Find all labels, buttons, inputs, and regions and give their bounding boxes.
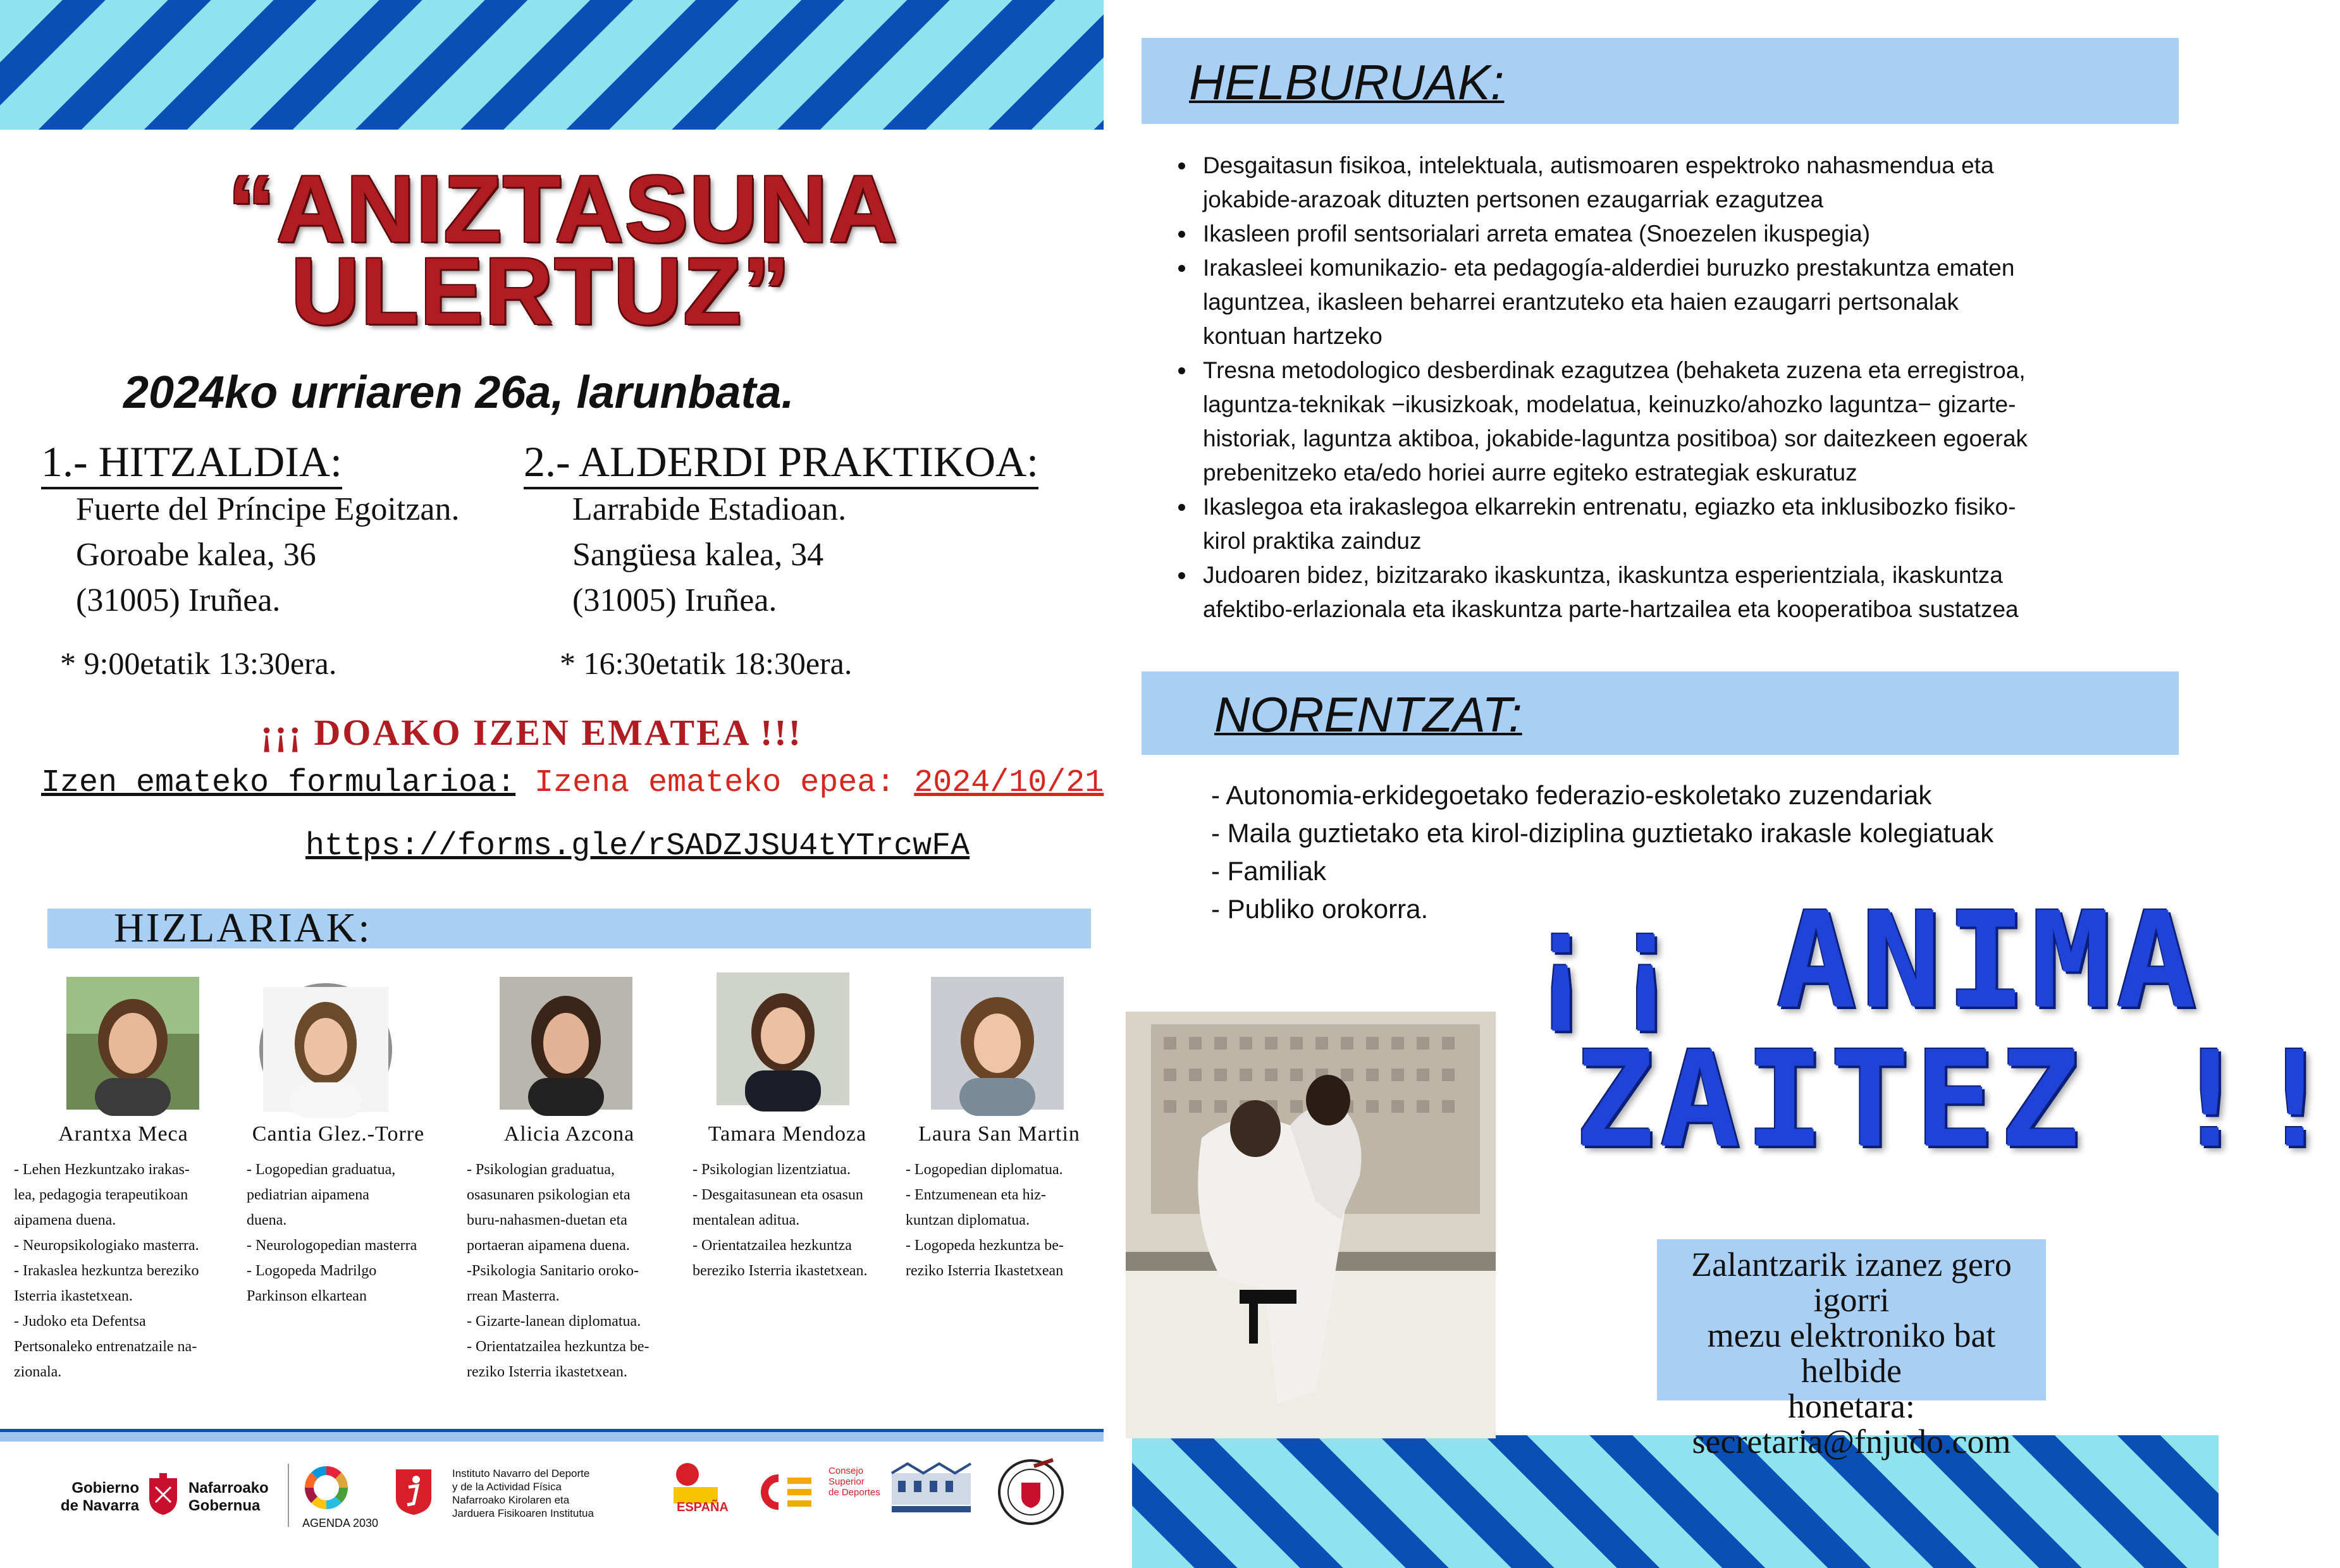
objective-item <box>1197 149 2234 217</box>
objective-line: • Judoaren bidez, bizitzarako ikaskuntza, ikaskuntza esperientziala, ikaskuntza <box>1203 562 2003 588</box>
speaker-photo-laura <box>931 977 1064 1110</box>
speaker-photo-alicia <box>500 977 632 1110</box>
speaker-name: Tamara Mendoza <box>708 1122 867 1146</box>
objective-line: afektibo-erlazionala eta ikaskuntza parte-hartzailea eta kooperatiboa sustatzea <box>1203 596 2019 622</box>
objective-item <box>1197 217 2234 251</box>
address-line: Goroabe kalea, 36 <box>76 537 316 573</box>
csd-logo-text: Consejo Superior de Deportes <box>828 1466 880 1498</box>
speaker-desc-line: Isterria ikastetxean. <box>14 1288 133 1304</box>
speaker-desc-line: portaeran aipamena duena. <box>467 1237 630 1254</box>
speaker-desc-line: kuntzan diplomatua. <box>906 1212 1030 1228</box>
section1-time: * 9:00etatik 13:30era. <box>60 646 337 681</box>
speaker-desc-line: - Judoko eta Defentsa <box>14 1313 146 1330</box>
speaker-photo-cantia <box>259 983 392 1116</box>
speaker-desc-line: duena. <box>247 1212 287 1228</box>
section2-address <box>572 487 846 623</box>
speaker-desc-line: reziko Isterria ikastetxean. <box>467 1364 627 1380</box>
indnf-logo-text: Instituto Navarro del Deporte y de la Actividad Física Nafarroako Kirolaren eta Jarduera Fisikoaren Institutua <box>452 1467 594 1519</box>
speaker-name: Arantxa Meca <box>58 1122 188 1146</box>
speaker-desc-line: - Psikologian lizentziatua. <box>693 1161 851 1178</box>
objective-line: kirol praktika zainduz <box>1203 528 1422 554</box>
registration-form-line <box>41 765 1104 801</box>
speaker-desc-line: - Logopedian graduatua, <box>247 1161 396 1178</box>
objective-line: laguntza-teknikak −ikusizkoak, modelatua, keinuzko/ahozko laguntza− gizarte- <box>1203 391 2016 417</box>
registration-url-link[interactable]: https://forms.gle/rSADZJSU4tYTrcwFA <box>305 828 970 864</box>
event-date: 2024ko urriaren 26a, larunbata. <box>123 367 794 418</box>
federation-building-logo-icon <box>889 1461 974 1521</box>
address-line: (31005) Iruñea. <box>572 582 777 618</box>
speaker-desc-line: - Orientatzailea hezkuntza <box>693 1237 852 1254</box>
agenda-2030-icon <box>302 1464 350 1515</box>
speaker-desc-line: mentalean aditua. <box>693 1212 800 1228</box>
speaker-desc-line: aipamena duena. <box>14 1212 116 1228</box>
objective-line: jokabide-arazoak dituzten pertsonen ezaugarriak ezagutzea <box>1203 187 1824 212</box>
agenda-2030-label: AGENDA 2030 <box>302 1517 379 1529</box>
form-label: Izen emateko formularioa: <box>41 765 516 801</box>
speaker-desc-line: - Psikologian graduatua, <box>467 1161 615 1178</box>
left-bottom-divider <box>0 1432 1104 1442</box>
speaker-desc-line: - Entzumenean eta hiz- <box>906 1187 1046 1203</box>
navarra-logo-text-eu: Nafarroako Gobernua <box>188 1479 269 1514</box>
deadline-date: 2024/10/21 <box>914 765 1104 801</box>
cta-line1: ¡¡ ANIMA <box>1521 883 2201 1038</box>
objective-item <box>1197 353 2234 490</box>
speaker-desc-line: - Neuropsikologiako masterra. <box>14 1237 199 1254</box>
objective-item <box>1197 558 2234 627</box>
contact-line: honetara: <box>1788 1387 1915 1425</box>
event-title-line2: ULERTUZ” <box>291 238 791 344</box>
objectives-list <box>1152 149 2234 627</box>
section1-heading: 1.- HITZALDIA: <box>41 436 342 489</box>
speaker-desc-line: buru-nahasmen-duetan eta <box>467 1212 627 1228</box>
speakers-heading: HIZLARIAK: <box>114 905 372 951</box>
speaker-desc-line: lea, pedagogia terapeutikoan <box>14 1187 188 1203</box>
speaker-desc-line: - Orientatzailea hezkuntza be- <box>467 1338 650 1355</box>
contact-line: Zalantzarik izanez gero igorri <box>1691 1246 2012 1319</box>
free-registration-banner: ¡¡¡ DOAKO IZEN EMATEA !!! <box>261 712 803 753</box>
objective-line: • Ikaslegoa eta irakaslegoa elkarrekin entrenatu, egiazko eta inklusibozko fisiko- <box>1203 494 2016 520</box>
contact-box <box>1657 1239 2046 1461</box>
address-line: Sangüesa kalea, 34 <box>572 537 824 573</box>
speaker-desc-line: reziko Isterria Ikastetxean <box>906 1263 1064 1279</box>
deadline-label: Izena emateko epea: <box>534 765 896 801</box>
speaker-description <box>693 1157 868 1283</box>
speaker-desc-line: bereziko Isterria ikastetxean. <box>693 1263 868 1279</box>
section2-time: * 16:30etatik 18:30era. <box>560 646 853 681</box>
audience-item: - Maila guztietako eta kirol-diziplina guztietako irakasle kolegiatuak <box>1211 818 1994 848</box>
audience-heading: NORENTZAT: <box>1214 687 1522 742</box>
speaker-desc-line: Parkinson elkartean <box>247 1288 367 1304</box>
objective-line: • Irakasleei komunikazio- eta pedagogía-alderdiei buruzko prestakuntza ematen <box>1203 255 2015 281</box>
judo-federation-seal-icon <box>996 1457 1066 1530</box>
objective-line: prebenitzeko eta/edo horiei aurre egiteko estrategiak eskuratuz <box>1203 460 1857 486</box>
judo-photo <box>1126 1012 1496 1438</box>
speaker-desc-line: pediatrian aipamena <box>247 1187 369 1203</box>
speaker-desc-line: - Logopeda hezkuntza be- <box>906 1237 1064 1254</box>
objective-item <box>1197 490 2234 558</box>
contact-email-link[interactable]: secretaria@fnjudo.com <box>1692 1423 2011 1461</box>
objective-line: • Tresna metodologico desberdinak ezagutzea (behaketa zuzena eta erregistroa, <box>1203 357 2026 383</box>
speaker-desc-line: - Irakaslea hezkuntza bereziko <box>14 1263 199 1279</box>
audience-item: - Autonomia-erkidegoetako federazio-eskoletako zuzendariak <box>1211 780 1932 810</box>
speaker-desc-line: rrean Masterra. <box>467 1288 560 1304</box>
speaker-photo-arantxa <box>66 977 199 1110</box>
cta-line2: ZAITEZ !! <box>1575 1022 2340 1177</box>
address-line: Fuerte del Príncipe Egoitzan. <box>76 491 460 527</box>
speaker-desc-line: - Desgaitasunean eta osasun <box>693 1187 863 1203</box>
section1-address <box>76 487 459 623</box>
speaker-description <box>247 1157 417 1309</box>
top-stripe-banner <box>0 0 1132 130</box>
speaker-desc-line: - Lehen Hezkuntzako irakas- <box>14 1161 190 1178</box>
objective-line: • Desgaitasun fisikoa, intelektuala, autismoaren espektroko nahasmendua eta <box>1203 152 1994 178</box>
audience-item: - Publiko orokorra. <box>1211 894 1429 924</box>
indnf-logo-icon <box>392 1466 435 1519</box>
espana-label: ESPAÑA <box>677 1500 729 1514</box>
objective-line: historiak, laguntza aktiboa, jokabide-laguntza positiboa) sor daitezkeen egoerak <box>1203 426 2028 451</box>
speaker-desc-line: - Logopedian diplomatua. <box>906 1161 1063 1178</box>
speaker-name: Laura San Martin <box>918 1122 1080 1146</box>
speaker-desc-line: osasunaren psikologian eta <box>467 1187 631 1203</box>
speaker-desc-line: zionala. <box>14 1364 62 1380</box>
speaker-desc-line: -Psikologia Sanitario oroko- <box>467 1263 639 1279</box>
section2-heading: 2.- ALDERDI PRAKTIKOA: <box>524 436 1038 489</box>
navarra-shield-icon <box>147 1473 180 1519</box>
objective-line: • Ikasleen profil sentsorialari arreta ematea (Snoezelen ikuspegia) <box>1203 221 1871 247</box>
speaker-name: Cantia Glez.-Torre <box>252 1122 425 1146</box>
navarra-logo-text-es: Gobierno de Navarra <box>60 1479 139 1514</box>
footer-separator <box>288 1464 289 1527</box>
event-title-line1: “ANIZTASUNA <box>228 156 899 262</box>
objective-line: laguntzea, ikasleen beharrei erantzuteko eta haien ezaugarri pertsonalak <box>1203 289 1959 315</box>
objectives-heading: HELBURUAK: <box>1189 54 1505 110</box>
speaker-desc-line: - Logopeda Madrilgo <box>247 1263 377 1279</box>
audience-item: - Familiak <box>1211 856 1327 886</box>
speaker-description <box>467 1157 650 1385</box>
csd-logo-icon <box>748 1473 824 1514</box>
speaker-desc-line: Pertsonaleko entrenatzaile na- <box>14 1338 197 1355</box>
address-line: Larrabide Estadioan. <box>572 491 847 527</box>
speaker-photo-tamara <box>717 972 849 1105</box>
speaker-description <box>906 1157 1064 1283</box>
objective-line: kontuan hartzeko <box>1203 323 1382 349</box>
speaker-desc-line: - Neurologopedian masterra <box>247 1237 417 1254</box>
speaker-desc-line: - Gizarte-lanean diplomatua. <box>467 1313 641 1330</box>
objective-item <box>1197 251 2234 353</box>
speaker-name: Alicia Azcona <box>503 1122 635 1146</box>
address-line: (31005) Iruñea. <box>76 582 281 618</box>
contact-line: mezu elektroniko bat helbide <box>1707 1316 1996 1390</box>
speaker-description <box>14 1157 199 1385</box>
